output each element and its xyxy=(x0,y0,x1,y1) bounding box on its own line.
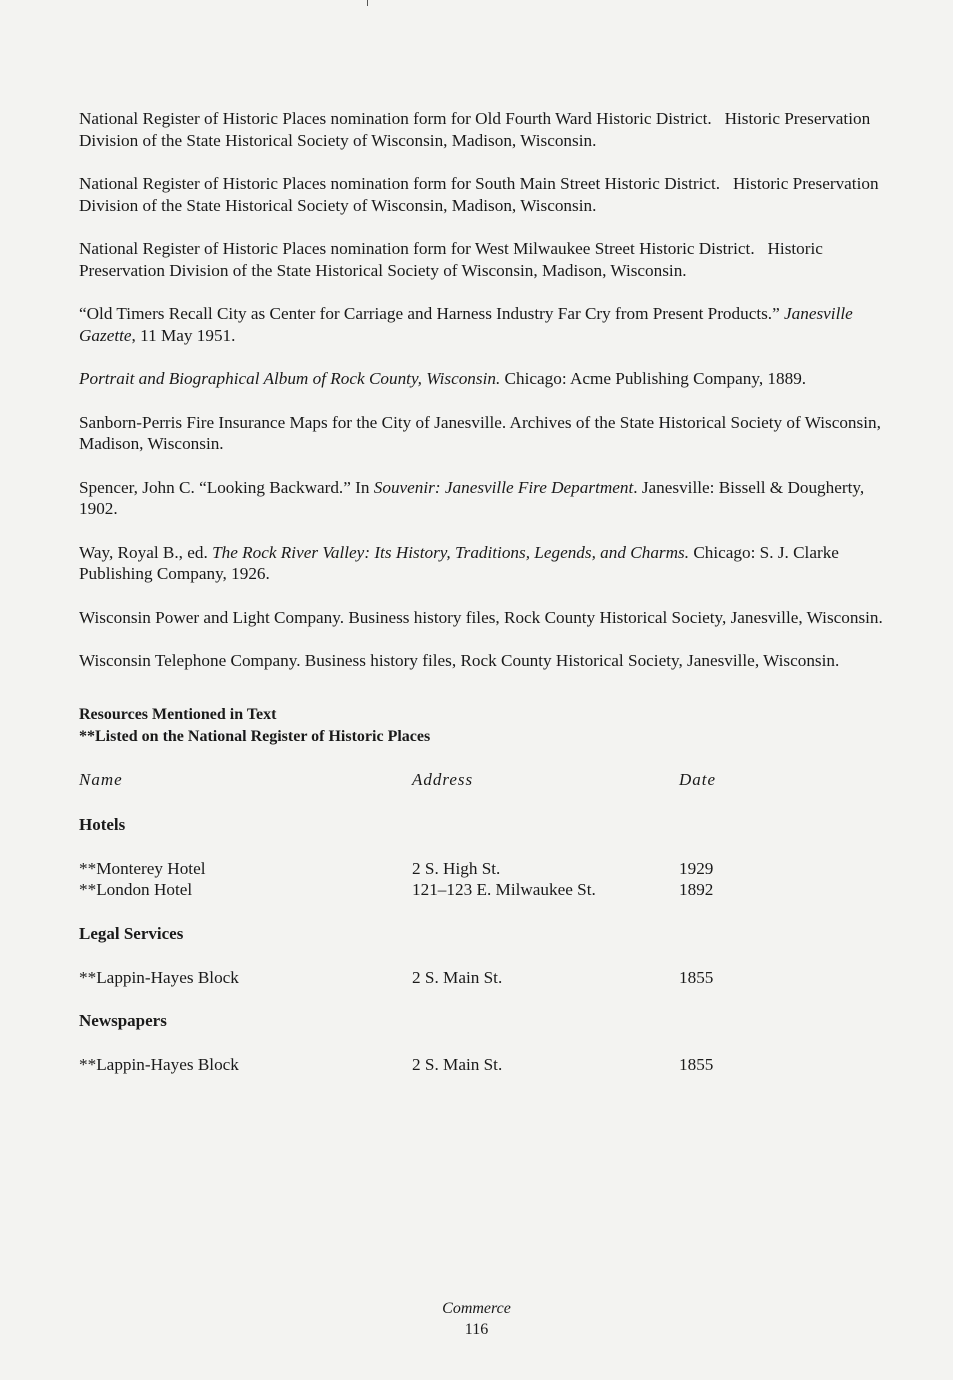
entry-title: The Rock River Valley: Its History, Traditions, Legends, and Charms. xyxy=(212,542,690,562)
page-number: 116 xyxy=(464,1321,489,1338)
entry-text: Spencer, John C. “Looking Backward.” In xyxy=(79,477,374,497)
category-heading: Legal Services xyxy=(79,923,184,943)
column-headers xyxy=(79,770,899,792)
resource-address: 2 S. High St. xyxy=(412,858,501,878)
entry-text: , 11 May 1951. xyxy=(131,325,236,345)
entry-text: National Register of Historic Places nomination form for Old Fourth Ward Historic District. Historic Preservation Division of the State Historical Society of Wisconsin, Madison, Wisconsin. xyxy=(79,109,871,150)
register-note: **Listed on the National Register of Historic Places xyxy=(79,727,431,745)
bibliography-entry xyxy=(79,173,899,216)
resources-heading: Resources Mentioned in Text xyxy=(79,705,277,723)
entry-title: Portrait and Biographical Album of Rock County, Wisconsin. xyxy=(79,369,501,388)
resource-categories xyxy=(79,814,899,1076)
resource-name: **Lappin-Hayes Block xyxy=(79,967,239,987)
entry-text: Chicago: Acme Publishing Company, 1889. xyxy=(500,369,807,388)
entry-text: Wisconsin Telephone Company. Business history files, Rock County Historical Society, Janesville, Wisconsin. xyxy=(79,651,840,670)
bibliography-entry xyxy=(79,412,899,455)
entry-text: . Janesville: Bissell & Dougherty, 1902. xyxy=(79,477,865,518)
resource-row xyxy=(79,879,899,901)
entry-title: Souvenir: Janesville Fire Department xyxy=(373,477,634,497)
resource-rows xyxy=(79,967,899,989)
page-footer xyxy=(0,1298,953,1340)
resource-address: 121–123 E. Milwaukee St. xyxy=(412,880,596,899)
entry-title: Janesville Gazette xyxy=(79,304,853,345)
resource-rows xyxy=(79,1054,899,1076)
bibliography-entry xyxy=(79,477,899,520)
bibliography-entry xyxy=(79,650,899,672)
entry-text: Way, Royal B., ed. xyxy=(79,542,213,562)
resource-date: 1929 xyxy=(679,858,714,878)
resource-name: **Lappin-Hayes Block xyxy=(79,1055,239,1074)
entry-text: “Old Timers Recall City as Center for Carriage and Harness Industry Far Cry from Present Products.” xyxy=(79,304,785,323)
resource-row xyxy=(79,858,899,880)
scan-mark xyxy=(367,0,368,6)
category-heading: Newspapers xyxy=(79,1011,167,1030)
resource-rows xyxy=(79,858,899,901)
entry-text: Wisconsin Power and Light Company. Business history files, Rock County Historical Society, Janesville, Wisconsin. xyxy=(79,607,883,627)
bibliography-entry xyxy=(79,108,899,151)
entry-text: National Register of Historic Places nomination form for West Milwaukee Street Historic District. Historic Preservation Division of the State Historical Society of Wisconsin, Madison, Wisconsin. xyxy=(79,239,823,280)
resource-address: 2 S. Main St. xyxy=(412,1055,503,1074)
resource-row xyxy=(79,1054,899,1076)
bibliography-entry xyxy=(79,368,899,390)
entry-text: National Register of Historic Places nomination form for South Main Street Historic District. Historic Preservation Division of the State Historical Society of Wisconsin, Madison, Wisconsin. xyxy=(79,174,879,215)
resource-name: **London Hotel xyxy=(79,880,193,899)
bibliography-entry xyxy=(79,238,899,281)
resource-row xyxy=(79,967,899,989)
resource-date: 1855 xyxy=(679,967,714,987)
bibliography-entry xyxy=(79,542,899,585)
category-heading: Hotels xyxy=(79,814,126,834)
entry-text: Chicago: S. J. Clarke Publishing Company, 1926. xyxy=(79,542,839,583)
resource-date: 1855 xyxy=(679,1055,714,1074)
resource-address: 2 S. Main St. xyxy=(412,967,503,987)
resources-section xyxy=(79,704,899,1076)
entry-text: Sanborn-Perris Fire Insurance Maps for the City of Janesville. Archives of the State Historical Society of Wisconsin, Madison, Wisconsin. xyxy=(79,412,881,453)
bibliography-entry xyxy=(79,303,899,346)
bibliography-entry xyxy=(79,607,899,629)
resource-name: **Monterey Hotel xyxy=(79,858,206,878)
column-name: Name xyxy=(79,769,123,789)
resource-date: 1892 xyxy=(679,880,714,899)
column-date: Date xyxy=(679,769,717,789)
column-address: Address xyxy=(412,769,474,789)
page-content xyxy=(79,108,899,1076)
footer-section: Commerce xyxy=(442,1300,511,1317)
bibliography-list xyxy=(79,108,899,672)
